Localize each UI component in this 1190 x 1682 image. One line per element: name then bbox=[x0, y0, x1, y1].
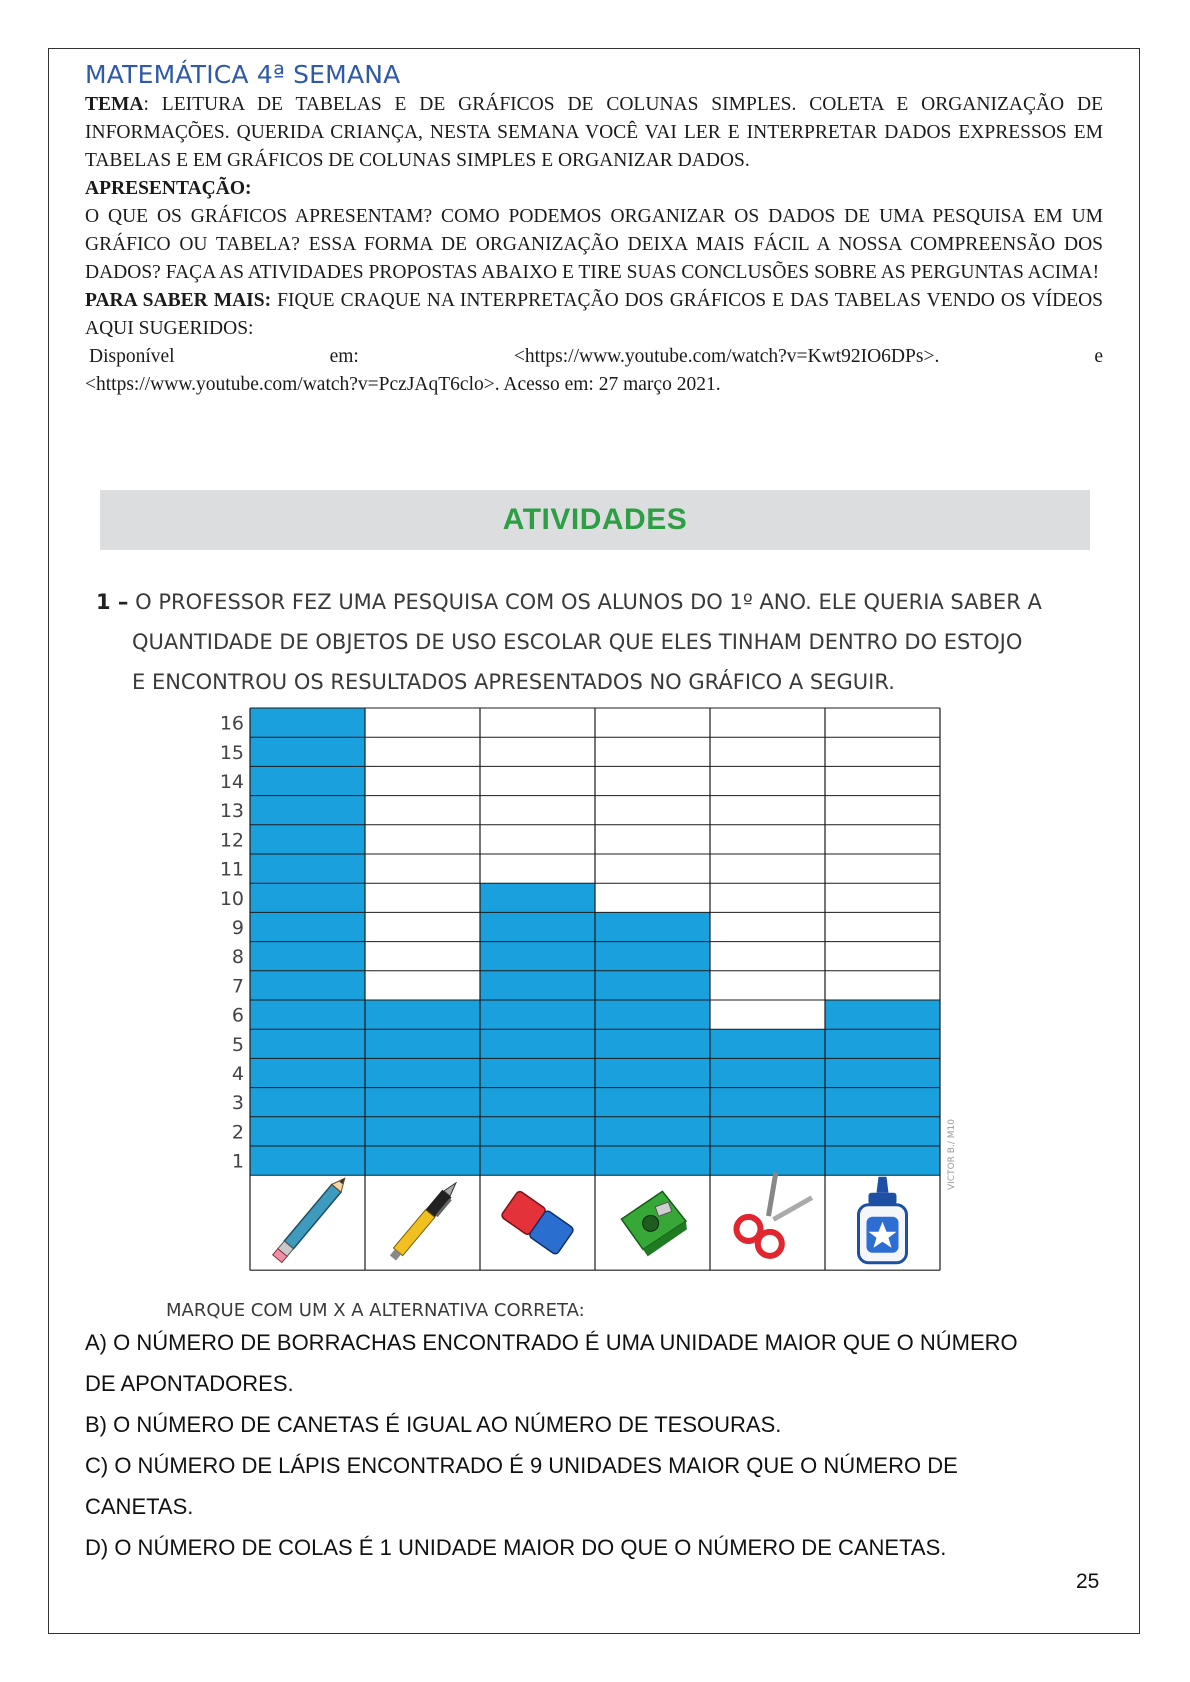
instructions: MARQUE COM UM X A ALTERNATIVA CORRETA: bbox=[166, 1300, 585, 1321]
sharpener-icon bbox=[617, 1187, 693, 1260]
question-line-2: QUANTIDADE DE OBJETOS DE USO ESCOLAR QUE ELES TINHAM DENTRO DO ESTOJO bbox=[132, 630, 1023, 654]
saber-mais-label: PARA SABER MAIS: bbox=[85, 290, 272, 311]
y-tick-label: 14 bbox=[219, 771, 244, 793]
tema-label: TEMA bbox=[85, 94, 144, 115]
option-a-line-2[interactable]: DE APONTADORES. bbox=[85, 1371, 294, 1396]
option-a-line-1[interactable]: A) O NÚMERO DE BORRACHAS ENCONTRADO É UMA UNIDADE MAIOR QUE O NÚMERO bbox=[85, 1330, 1018, 1355]
tema-text: : LEITURA DE TABELAS E DE GRÁFICOS DE COLUNAS SIMPLES. COLETA E ORGANIZAÇÃO DE INFORMAÇÕES. QUERIDA CRIANÇA, NESTA SEMANA VOCÊ VAI LER E INTERPRETAR DADOS EXPRESSOS EM TABELAS E EM GRÁFICOS DE COLUNAS SIMPLES E ORGANIZAR DADOS. bbox=[85, 94, 1103, 171]
intro-section bbox=[85, 60, 1103, 399]
y-tick-label: 11 bbox=[219, 858, 244, 881]
y-tick-label: 12 bbox=[219, 829, 244, 852]
url-line-1 bbox=[85, 343, 1103, 371]
y-tick-label: 1 bbox=[231, 1150, 244, 1173]
pen-icon bbox=[388, 1179, 462, 1263]
glue-icon bbox=[859, 1177, 907, 1263]
atividades-title: ATIVIDADES bbox=[502, 503, 688, 536]
question-line-3: E ENCONTROU OS RESULTADOS APRESENTADOS NO GRÁFICO A SEGUIR. bbox=[132, 670, 895, 694]
option-b[interactable]: B) O NÚMERO DE CANETAS É IGUAL AO NÚMERO DE TESOURAS. bbox=[85, 1412, 782, 1437]
y-tick-label: 3 bbox=[231, 1092, 244, 1115]
y-tick-label: 15 bbox=[219, 741, 244, 764]
em-word: em: bbox=[329, 346, 359, 367]
illustration-credit: VICTOR B./ M10 bbox=[947, 1119, 957, 1190]
tema-paragraph bbox=[85, 91, 1103, 175]
y-tick-label: 4 bbox=[231, 1063, 244, 1085]
bar-apontador bbox=[595, 912, 710, 1175]
saber-mais-paragraph bbox=[85, 287, 1103, 343]
page-number: 25 bbox=[1076, 1570, 1100, 1593]
video-link-1[interactable]: <https://www.youtube.com/watch?v=Kwt92IO6DPs>. bbox=[513, 346, 940, 367]
options-list bbox=[85, 1322, 1105, 1568]
option-c-line-1[interactable]: C) O NÚMERO DE LÁPIS ENCONTRADO É 9 UNIDADES MAIOR QUE O NÚMERO DE bbox=[85, 1453, 958, 1478]
apresentacao-label bbox=[85, 175, 1103, 203]
y-tick-label: 10 bbox=[219, 887, 244, 910]
y-tick-label: 5 bbox=[231, 1033, 244, 1056]
video-link-2[interactable]: <https://www.youtube.com/watch?v=PczJAqT6clo>. Acesso em: 27 março 2021. bbox=[85, 374, 721, 395]
y-tick-label: 7 bbox=[231, 975, 244, 998]
y-tick-label: 2 bbox=[231, 1121, 244, 1144]
e-word: e bbox=[1094, 346, 1103, 367]
y-tick-label: 8 bbox=[231, 946, 244, 969]
y-tick-label: 16 bbox=[219, 712, 244, 735]
y-tick-label: 9 bbox=[231, 917, 244, 939]
y-tick-label: 13 bbox=[219, 800, 244, 823]
page-title: MATEMÁTICA 4ª SEMANA bbox=[85, 60, 401, 89]
saber-mais-text: FIQUE CRAQUE NA INTERPRETAÇÃO DOS GRÁFICOS E DAS TABELAS VENDO OS VÍDEOS AQUI SUGERIDOS: bbox=[85, 290, 1103, 339]
apresentacao-text: O QUE OS GRÁFICOS APRESENTAM? COMO PODEMOS ORGANIZAR OS DADOS DE UMA PESQUISA EM UM GRÁFICO OU TABELA? ESSA FORMA DE ORGANIZAÇÃO DEIXA MAIS FÁCIL A NOSSA COMPREENSÃO DOS DADOS? FAÇA AS ATIVIDADES PROPOSTAS ABAIXO E TIRE SUAS CONCLUSÕES SOBRE AS PERGUNTAS ACIMA! bbox=[85, 206, 1103, 283]
bar-chart bbox=[210, 700, 950, 1280]
disponivel-word: Disponível bbox=[89, 346, 175, 367]
option-d[interactable]: D) O NÚMERO DE COLAS É 1 UNIDADE MAIOR DO QUE O NÚMERO DE CANETAS. bbox=[85, 1535, 947, 1560]
scissors-icon bbox=[732, 1171, 815, 1260]
pencil-icon bbox=[273, 1174, 350, 1262]
apresentacao-label-text: APRESENTAÇÃO: bbox=[85, 178, 252, 199]
atividades-banner bbox=[100, 490, 1090, 550]
bar-tesoura bbox=[710, 1029, 825, 1175]
y-tick-label: 6 bbox=[231, 1004, 244, 1027]
question-number: 1 – bbox=[96, 590, 129, 614]
option-c-line-2[interactable]: CANETAS. bbox=[85, 1494, 194, 1519]
question-line-1: O PROFESSOR FEZ UMA PESQUISA COM OS ALUNOS DO 1º ANO. ELE QUERIA SABER A bbox=[128, 590, 1042, 614]
eraser-icon bbox=[500, 1190, 574, 1255]
question-1 bbox=[96, 582, 1096, 702]
